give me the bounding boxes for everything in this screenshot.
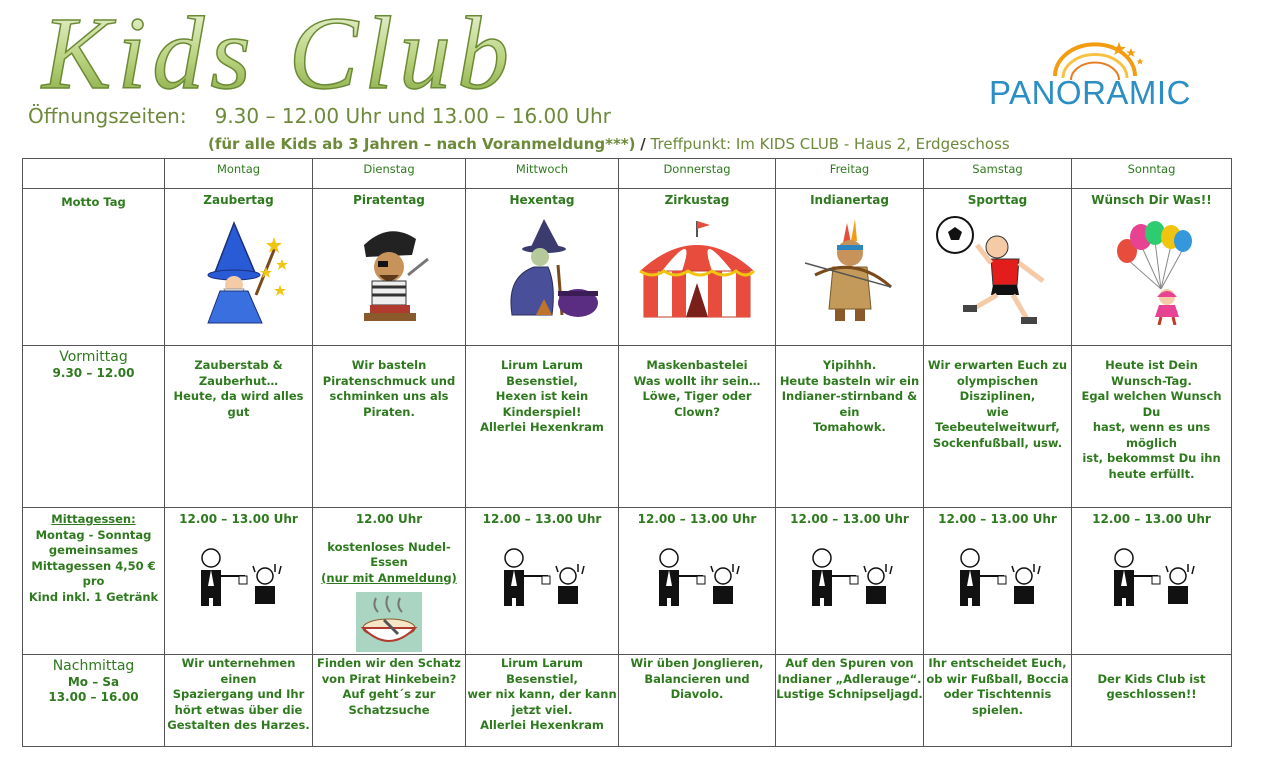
activity-line: Spaziergang und Ihr: [172, 687, 305, 701]
lunch-cell: [466, 508, 619, 655]
lunch-label-title: Mittagessen:: [51, 512, 136, 526]
panoramic-logo: [985, 36, 1200, 112]
activity-line: von Pirat Hinkebein?: [321, 671, 457, 686]
motto-name: Piratentag: [353, 193, 425, 207]
vormittag-label: Vormittag: [59, 349, 128, 365]
day-tuesday: Dienstag: [313, 159, 466, 189]
lunch-note-registration: (nur mit Anmeldung): [321, 570, 457, 585]
activity-line: Sockenfußball, usw.: [932, 435, 1063, 450]
nachmittag-time: 13.00 – 16.00: [48, 690, 139, 704]
activity-cell: [1072, 346, 1232, 508]
lunch-time: 12.00 Uhr: [355, 512, 423, 526]
activity-cell: [466, 655, 619, 747]
lunch-time: 12.00 – 13.00 Uhr: [179, 512, 298, 526]
motto-cell: [619, 189, 776, 346]
activity-line: Kinderspiel!: [502, 404, 582, 419]
activity-line: [1072, 656, 1231, 672]
motto-name: Indianertag: [810, 193, 889, 207]
activity-line: Heute basteln wir ein: [779, 373, 920, 388]
meeting-info: [208, 135, 1010, 153]
waiter-serving-icon: [948, 546, 1048, 608]
waiter-serving-icon: [647, 546, 747, 608]
age-note: (für alle Kids ab 3 Jahren – nach Voranmeldung***): [208, 135, 636, 153]
circus-tent-icon: [632, 215, 762, 325]
activity-line: Wir üben Jonglieren,: [630, 656, 764, 670]
activity-line: Hexen ist kein: [495, 389, 589, 403]
motto-row: [23, 189, 1232, 346]
activity-line: Allerlei Hexenkram: [480, 420, 604, 434]
pirate-icon: [334, 215, 444, 325]
activity-line: Zauberstab &: [194, 358, 283, 372]
lunch-cell: [924, 508, 1072, 655]
activity-line: schminken uns als: [329, 389, 449, 403]
activity-line: Piratenschmuck und: [322, 373, 456, 388]
activity-line: Wir erwarten Euch zu: [927, 358, 1068, 372]
activity-line: Indianer „Adlerauge“.: [777, 671, 922, 686]
activity-cell: [466, 346, 619, 508]
lunch-cell: [619, 508, 776, 655]
day-saturday: Samstag: [924, 159, 1072, 189]
corner-cell: [23, 159, 165, 189]
nachmittag-label: Nachmittag: [52, 658, 135, 674]
activity-line: geschlossen!!: [1106, 687, 1197, 701]
activity-cell: [165, 346, 313, 508]
activity-cell: [165, 655, 313, 747]
activity-line: heute erfüllt.: [1108, 466, 1195, 481]
lunch-label-cell: [23, 508, 165, 655]
day-monday: Montag: [165, 159, 313, 189]
activity-cell: [619, 346, 776, 508]
waiter-serving-icon: [1102, 546, 1202, 608]
activity-line: Gestalten des Harzes.: [167, 718, 310, 732]
lunch-cell: [776, 508, 924, 655]
witch-icon: [482, 215, 602, 325]
activity-line: Der Kids Club ist: [1097, 671, 1206, 686]
motto-cell: [924, 189, 1072, 346]
schedule-table: [22, 158, 1232, 747]
activity-line: Tomahowk.: [813, 420, 886, 434]
activity-line: Schatzsuche: [348, 702, 430, 717]
hours-value: 9.30 – 12.00 Uhr und 13.00 – 16.00 Uhr: [214, 104, 611, 128]
lunch-time: 12.00 – 13.00 Uhr: [790, 512, 909, 526]
day-friday: Freitag: [776, 159, 924, 189]
activity-line: Zauberhut…: [198, 373, 279, 388]
page-title: [38, 4, 678, 102]
activity-line: Wunsch-Tag.: [1111, 373, 1192, 388]
lunch-cell: [165, 508, 313, 655]
vormittag-label-cell: [23, 346, 165, 508]
activity-cell: [619, 655, 776, 747]
activity-line: ob wir Fußball, Boccia: [926, 671, 1069, 686]
activity-cell: [924, 655, 1072, 747]
activity-line: hast, wenn es uns möglich: [1092, 420, 1211, 450]
motto-cell: [165, 189, 313, 346]
wizard-icon: [184, 215, 294, 325]
activity-line: wie Teebeutelweitwurf,: [935, 404, 1060, 434]
activity-line: Lirum Larum Besenstiel,: [500, 656, 584, 686]
lunch-time: 12.00 – 13.00 Uhr: [637, 512, 757, 526]
activity-line: Wir unternehmen einen: [181, 656, 296, 686]
vormittag-time: 9.30 – 12.00: [52, 365, 135, 380]
day-wednesday: Mittwoch: [466, 159, 619, 189]
activity-line: Finden wir den Schatz: [317, 656, 461, 670]
activity-line: Indianer-stirnband & ein: [781, 389, 918, 419]
activity-line: Auf geht´s zur: [342, 687, 436, 701]
lunch-cell: [1072, 508, 1232, 655]
motto-cell: [313, 189, 466, 346]
activity-line: Ihr entscheidet Euch,: [928, 656, 1067, 670]
lunch-time: 12.00 – 13.00 Uhr: [482, 512, 602, 526]
hours-label: Öffnungszeiten:: [28, 104, 187, 128]
nachmittag-days: Mo – Sa: [67, 674, 120, 689]
day-header-row: [23, 159, 1232, 189]
nachmittag-row: [23, 655, 1232, 747]
lunch-label-line: Montag - Sonntag: [35, 527, 152, 542]
activity-line: Heute, da wird alles gut: [173, 389, 304, 419]
motto-name: Hexentag: [509, 193, 575, 207]
activity-line: Maskenbastelei: [646, 358, 748, 372]
activity-line: Piraten.: [363, 404, 415, 419]
activity-line: Lustige Schnipseljagd.: [776, 687, 923, 701]
activity-line: ist, bekommst Du ihn: [1082, 451, 1221, 465]
activity-line: Wir basteln: [351, 358, 427, 372]
motto-cell: [466, 189, 619, 346]
activity-cell: [313, 655, 466, 747]
native-child-icon: [795, 215, 905, 325]
day-sunday: Sonntag: [1072, 159, 1232, 189]
lunch-time: 12.00 – 13.00 Uhr: [938, 512, 1057, 526]
lunch-time: 12.00 – 13.00 Uhr: [1092, 512, 1211, 526]
motto-name: Wünsch Dir Was!!: [1091, 193, 1212, 207]
motto-name: Zirkustag: [664, 193, 730, 207]
lunch-label-line: Kind inkl. 1 Getränk: [28, 589, 159, 604]
activity-line: wer nix kann, der kann: [467, 687, 617, 701]
logo-text: PANORAMIC: [989, 74, 1191, 111]
waiter-serving-icon: [800, 546, 900, 608]
activity-line: Heute ist Dein: [1105, 358, 1198, 372]
activity-line: Was wollt ihr sein…: [633, 373, 761, 388]
nachmittag-label-cell: [23, 655, 165, 747]
activity-line: hört etwas über die: [174, 702, 303, 717]
activity-line: oder Tischtennis spielen.: [943, 687, 1052, 717]
vormittag-row: [23, 346, 1232, 508]
activity-cell: [776, 346, 924, 508]
waiter-serving-icon: [492, 546, 592, 608]
meeting-point: Treffpunkt: Im KIDS CLUB - Haus 2, Erdgeschoss: [650, 135, 1010, 153]
activity-line: Löwe, Tiger oder Clown?: [642, 389, 752, 419]
lunch-row: [23, 508, 1232, 655]
balloons-icon: [1097, 215, 1207, 325]
motto-label: Motto Tag: [23, 189, 165, 346]
opening-hours: [28, 104, 611, 128]
motto-name: Zaubertag: [203, 193, 274, 207]
activity-cell: [924, 346, 1072, 508]
motto-cell: [776, 189, 924, 346]
title-text: Kids Club: [42, 4, 515, 102]
activity-line: Balancieren und Diavolo.: [644, 671, 750, 701]
activity-cell: [1072, 655, 1232, 747]
activity-cell: [313, 346, 466, 508]
activity-line: olympischen Disziplinen,: [956, 373, 1039, 403]
activity-line: jetzt viel.: [511, 702, 573, 717]
lunch-cell: [313, 508, 466, 655]
separator: /: [640, 135, 646, 153]
lunch-label-line: Mittagessen 4,50 € pro: [31, 558, 156, 588]
activity-line: Auf den Spuren von: [785, 656, 914, 670]
motto-name: Sporttag: [967, 193, 1028, 207]
activity-cell: [776, 655, 924, 747]
day-thursday: Donnerstag: [619, 159, 776, 189]
activity-line: Yipihhh.: [822, 358, 877, 372]
activity-line: Allerlei Hexenkram: [480, 718, 604, 732]
soccer-player-icon: [933, 215, 1063, 329]
lunch-label-line: gemeinsames: [48, 543, 139, 557]
noodle-bowl-icon: [354, 590, 424, 654]
activity-line: Lirum Larum Besenstiel,: [500, 358, 584, 388]
activity-line: Egal welchen Wunsch Du: [1081, 389, 1222, 419]
lunch-note: kostenloses Nudel-Essen: [327, 539, 451, 569]
waiter-serving-icon: [189, 546, 289, 608]
motto-cell: [1072, 189, 1232, 346]
